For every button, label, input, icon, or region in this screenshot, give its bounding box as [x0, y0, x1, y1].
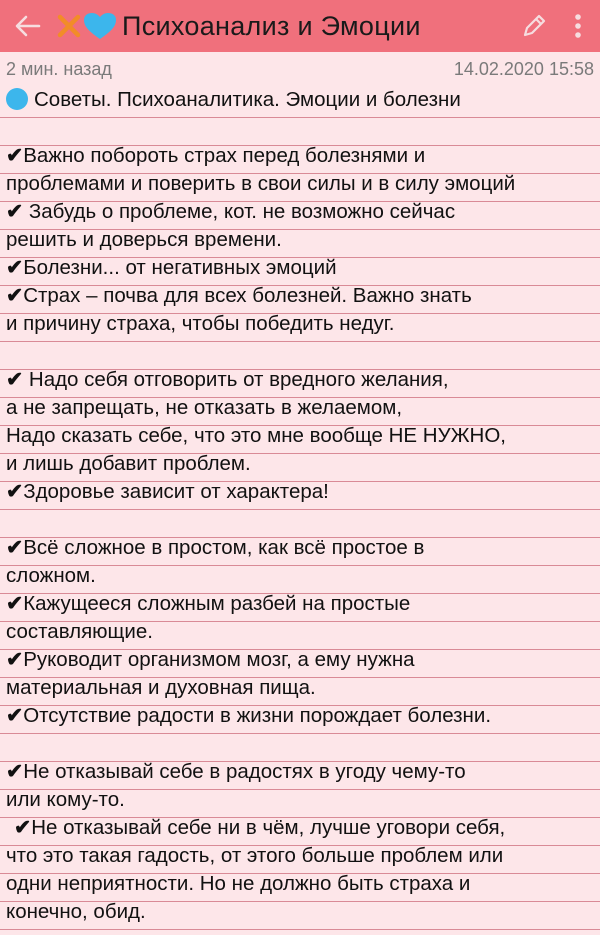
note-line: [6, 394, 594, 422]
note-line-text: одни неприятности. Но не должно быть страха и: [6, 872, 471, 895]
note-line: [6, 310, 594, 338]
blue-heart-icon: [82, 12, 118, 40]
note-line-text: Важно побороть страх перед болезнями и: [23, 144, 426, 167]
note-line: [6, 814, 594, 842]
check-mark-icon: ✔: [6, 200, 24, 223]
note-title: Психоанализ и Эмоции: [122, 10, 421, 41]
note-line: [6, 198, 594, 226]
note-line: [6, 450, 594, 478]
note-line-text: Страх – почва для всех болезней. Важно знать: [23, 284, 472, 307]
blue-circle-icon: [6, 88, 28, 110]
note-line: [6, 254, 594, 282]
check-mark-icon: ✔: [6, 760, 24, 783]
check-mark-icon: ✔: [6, 704, 24, 727]
note-line-text: конечно, обид.: [6, 900, 146, 923]
note-line: [6, 226, 594, 254]
pencil-icon: [521, 13, 547, 39]
note-line: [6, 534, 594, 562]
more-options-button[interactable]: [556, 0, 600, 52]
note-meta: [0, 52, 600, 86]
note-line: [6, 870, 594, 898]
note-line-text: сложном.: [6, 564, 96, 587]
cross-mark-icon: [56, 13, 82, 39]
note-line-text: составляющие.: [6, 620, 153, 643]
note-line-text: Не отказывай себе ни в чём, лучше уговори себя,: [31, 816, 506, 839]
note-line-text: Отсутствие радости в жизни порождает болезни.: [23, 704, 492, 727]
check-mark-icon: ✔: [6, 368, 24, 391]
note-line: [6, 786, 594, 814]
note-line-text: проблемами и поверить в свои силы и в силу эмоций: [6, 172, 516, 195]
note-line: [6, 618, 594, 646]
check-mark-icon: ✔: [6, 648, 24, 671]
note-line-text: Надо себя отговорить от вредного желания,: [23, 368, 449, 391]
check-mark-icon: ✔: [14, 816, 32, 839]
more-vert-icon: [573, 13, 583, 39]
arrow-left-icon: [15, 15, 41, 37]
note-line: [6, 338, 594, 366]
note-line-text: Руководит организмом мозг, а ему нужна: [23, 648, 415, 671]
note-line-text: Кажущееся сложным разбей на простые: [23, 592, 411, 615]
app-toolbar: [0, 0, 600, 52]
note-date: 14.02.2020 15:58: [453, 58, 594, 79]
note-line: [6, 366, 594, 394]
check-mark-icon: ✔: [6, 592, 24, 615]
note-line: [6, 646, 594, 674]
note-line: [6, 478, 594, 506]
title-emoji: [56, 12, 118, 40]
check-mark-icon: ✔: [6, 536, 24, 559]
check-mark-icon: ✔: [6, 256, 24, 279]
check-mark-icon: ✔: [6, 480, 24, 503]
edit-button[interactable]: [512, 0, 556, 52]
note-line: [6, 898, 594, 926]
note-line-text: решить и доверься времени.: [6, 228, 282, 251]
note-title-area[interactable]: [56, 11, 512, 42]
note-line-text: Болезни... от негативных эмоций: [23, 256, 337, 279]
relative-time: 2 мин. назад: [6, 58, 112, 79]
note-line: [6, 758, 594, 786]
note-line: [6, 842, 594, 870]
note-line: [6, 170, 594, 198]
note-line-text: и причину страха, чтобы победить недуг.: [6, 312, 395, 335]
note-line: [6, 674, 594, 702]
note-line-text: Не отказывай себе в радостях в угоду чему-то: [23, 760, 466, 783]
back-button[interactable]: [0, 0, 56, 52]
note-line-text: и лишь добавит проблем.: [6, 452, 251, 475]
note-line-text: Всё сложное в простом, как всё простое в: [23, 536, 425, 559]
note-line: [6, 282, 594, 310]
note-line-text: что это такая гадость, от этого больше проблем или: [6, 844, 504, 867]
note-line: [6, 86, 594, 114]
note-line: [6, 142, 594, 170]
note-line: [6, 590, 594, 618]
note-line: [6, 702, 594, 730]
note-line: [6, 730, 594, 758]
note-line-text: Советы. Психоаналитика. Эмоции и болезни: [34, 88, 461, 111]
note-line-text: а не запрещать, не отказать в желаемом,: [6, 396, 403, 419]
note-line-text: Надо сказать себе, что это мне вообще НЕ НУЖНО,: [6, 424, 506, 447]
note-line-text: материальная и духовная пища.: [6, 676, 316, 699]
note-line-text: Здоровье зависит от характера!: [23, 480, 329, 503]
note-line-text: Забудь о проблеме, кот. не возможно сейчас: [23, 200, 456, 223]
note-line: [6, 506, 594, 534]
note-line: [6, 422, 594, 450]
check-mark-icon: ✔: [6, 284, 24, 307]
note-line-text: или кому-то.: [6, 788, 125, 811]
note-line: [6, 114, 594, 142]
check-mark-icon: ✔: [6, 144, 24, 167]
note-body[interactable]: [0, 86, 600, 935]
note-line: [6, 562, 594, 590]
